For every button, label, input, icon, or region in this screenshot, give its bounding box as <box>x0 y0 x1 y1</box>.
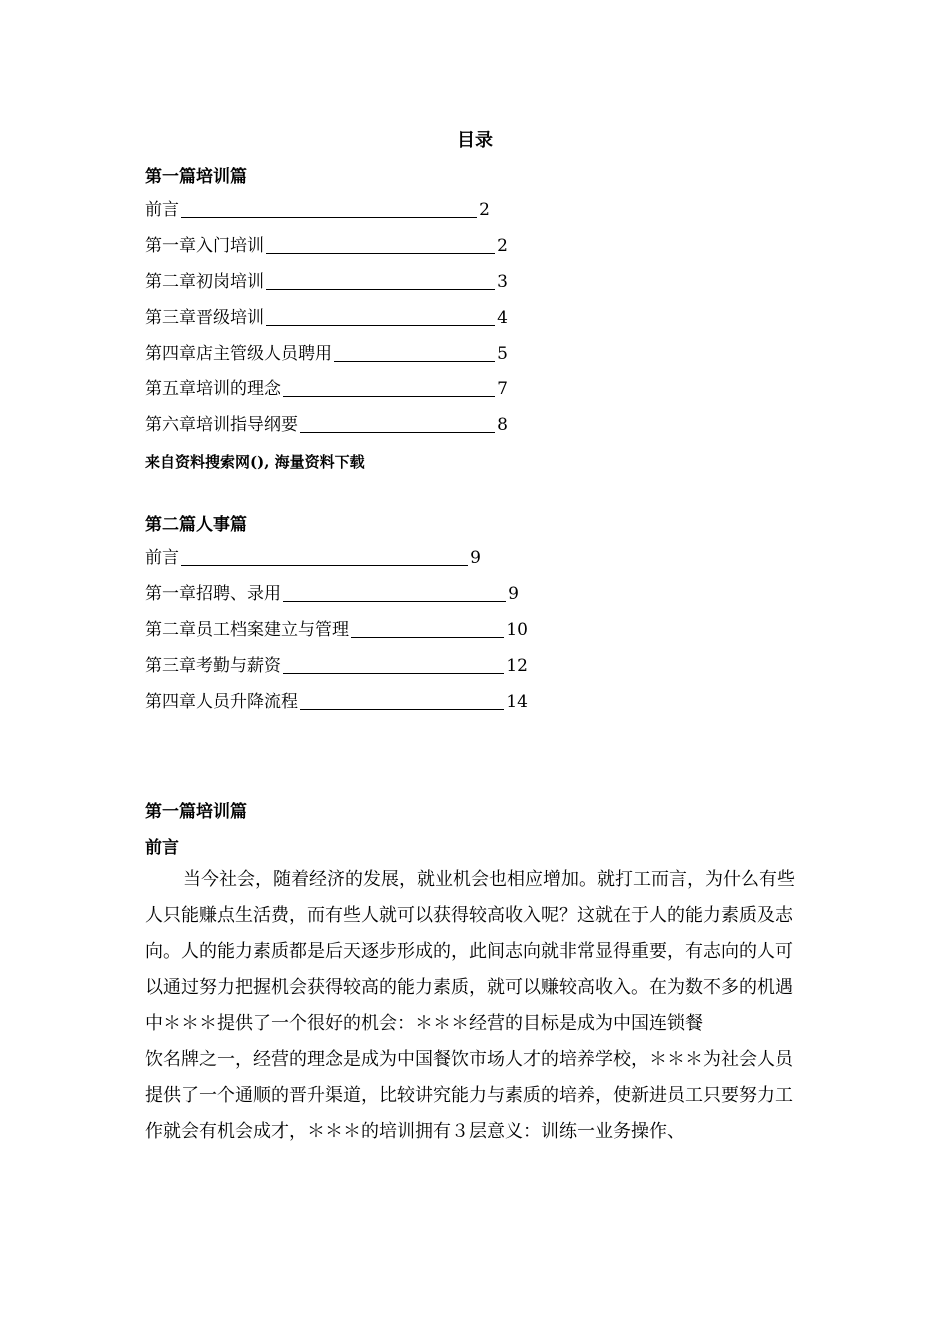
toc-entry-page: 5 <box>497 344 508 364</box>
toc-entry-label: 第一章招聘、录用 <box>145 584 281 604</box>
toc-entry-page: 9 <box>508 584 519 604</box>
toc-entry-page: 8 <box>497 415 508 435</box>
toc-entry-page: 4 <box>497 308 508 328</box>
toc-entry-label: 第二章员工档案建立与管理 <box>145 620 349 640</box>
toc-entry-label: 前言 <box>145 200 179 220</box>
toc-part1-heading: 第一篇培训篇 <box>145 167 247 187</box>
toc-entry[interactable] <box>145 546 481 570</box>
toc-entry-page: 3 <box>497 272 508 292</box>
toc-entry-page: 9 <box>470 548 481 568</box>
toc-leader-line <box>181 217 477 218</box>
toc-title: 目录 <box>457 130 493 151</box>
toc-entry-label: 第六章培训指导纲要 <box>145 415 298 435</box>
toc-leader-line <box>181 565 468 566</box>
toc-entry-page: 10 <box>506 620 528 640</box>
toc-entry-label: 第三章晋级培训 <box>145 308 264 328</box>
toc-entry[interactable] <box>145 413 508 437</box>
toc-entry-label: 第四章人员升降流程 <box>145 692 298 712</box>
toc-entry[interactable] <box>145 270 508 294</box>
toc-entry-page: 2 <box>479 200 490 220</box>
toc-leader-line <box>266 289 495 290</box>
toc-leader-line <box>266 325 495 326</box>
toc-entry[interactable] <box>145 690 528 714</box>
toc-leader-line <box>283 601 506 602</box>
toc-leader-line <box>283 396 495 397</box>
toc-entry[interactable] <box>145 306 508 330</box>
body-part-heading: 第一篇培训篇 <box>145 802 247 822</box>
toc-leader-line <box>300 432 495 433</box>
toc-leader-line <box>300 709 504 710</box>
toc-entry-page: 12 <box>506 656 528 676</box>
toc-entry[interactable] <box>145 198 490 222</box>
toc-entry-page: 14 <box>506 692 528 712</box>
toc-entry-page: 7 <box>497 379 508 399</box>
body-paragraph: 当今社会，随着经济的发展，就业机会也相应增加。就打工而言，为什么有些人只能赚点生活费，而有些人就可以获得较高收入呢？这就在于人的能力素质及志向。人的能力素质都是后天逐步形成的，此间志向就非常显得重要，有志向的人可以通过努力把握机会获得较高的能力素质，就可以赚较高收入。在为数不多的机遇中＊＊＊提供了一个很好的机会：＊＊＊经营的目标是成为中国连锁餐 <box>145 869 795 1034</box>
toc-entry-page: 2 <box>497 236 508 256</box>
toc-leader-line <box>334 361 495 362</box>
toc-leader-line <box>283 673 504 674</box>
toc-entry[interactable] <box>145 234 508 258</box>
toc-entry-label: 前言 <box>145 548 179 568</box>
toc-leader-line <box>266 253 495 254</box>
toc-leader-line <box>351 637 504 638</box>
source-note: 来自资料搜索网(), 海量资料下载 <box>145 453 365 471</box>
toc-entry-label: 第二章初岗培训 <box>145 272 264 292</box>
toc-part2-heading: 第二篇人事篇 <box>145 515 247 535</box>
toc-entry[interactable] <box>145 342 508 366</box>
toc-entry-label: 第五章培训的理念 <box>145 379 281 399</box>
toc-entry-label: 第四章店主管级人员聘用 <box>145 344 332 364</box>
toc-entry[interactable] <box>145 582 519 606</box>
toc-entry[interactable] <box>145 377 508 401</box>
body-text <box>145 862 810 1150</box>
toc-entry-label: 第三章考勤与薪资 <box>145 656 281 676</box>
toc-entry-label: 第一章入门培训 <box>145 236 264 256</box>
toc-entry[interactable] <box>145 618 528 642</box>
body-paragraph: 饮名牌之一，经营的理念是成为中国餐饮市场人才的培养学校，＊＊＊为社会人员提供了一个通顺的晋升渠道，比较讲究能力与素质的培养，使新进员工只要努力工作就会有机会成才，＊＊＊的培训拥有３层意义：训练一业务操作、 <box>145 1049 793 1142</box>
body-section-heading: 前言 <box>145 838 179 858</box>
toc-entry[interactable] <box>145 654 528 678</box>
